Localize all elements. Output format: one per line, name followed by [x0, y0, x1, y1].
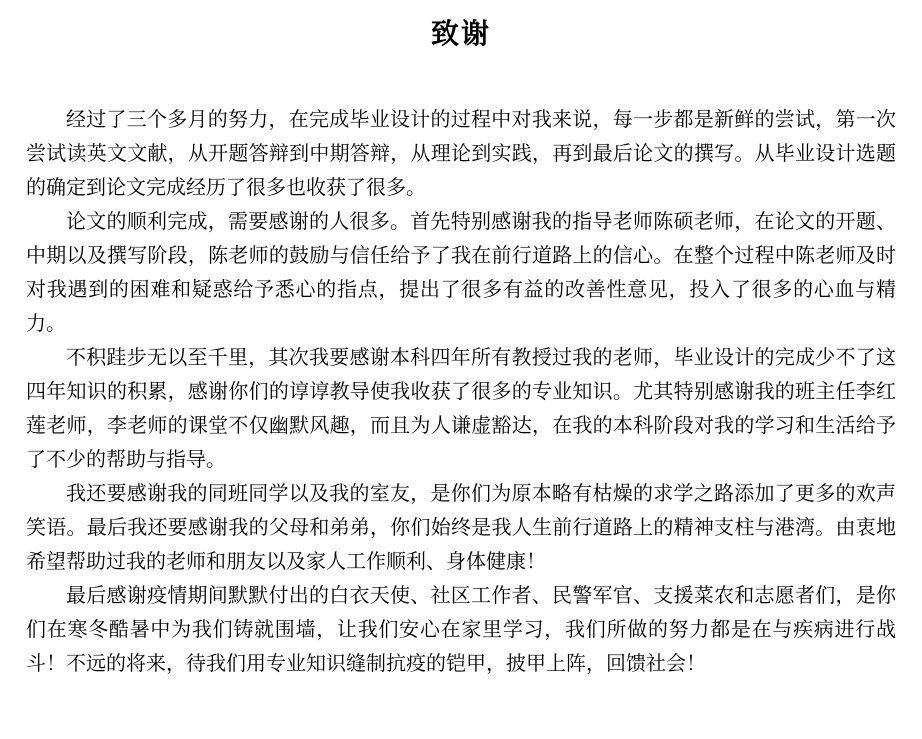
paragraph-2: 论文的顺利完成，需要感谢的人很多。首先特别感谢我的指导老师陈硕老师，在论文的开题、中期以及撰写阶段，陈老师的鼓励与信任给予了我在前行道路上的信心。在整个过程中陈老师及时对我遇到的困难和疑惑给予悉心的指点，提出了很多有益的改善性意见，投入了很多的心血与精力。 [26, 209, 896, 335]
paragraph-4: 我还要感谢我的同班同学以及我的室友，是你们为原本略有枯燥的求学之路添加了更多的欢声笑语。最后我还要感谢我的父母和弟弟，你们始终是我人生前行道路上的精神支柱与港湾。由衷地希望帮助过我的老师和朋友以及家人工作顺利、身体健康！ [26, 481, 896, 573]
paragraph-3: 不积跬步无以至千里，其次我要感谢本科四年所有教授过我的老师，毕业设计的完成少不了这四年知识的积累，感谢你们的谆谆教导使我收获了很多的专业知识。尤其特别感谢我的班主任李红莲老师，李老师的课堂不仅幽默风趣，而且为人谦虚豁达，在我的本科阶段对我的学习和生活给予了不少的帮助与指导。 [26, 345, 896, 471]
paragraph-1: 经过了三个多月的努力，在完成毕业设计的过程中对我来说，每一步都是新鲜的尝试，第一次尝试读英文文献，从开题答辩到中期答辩，从理论到实践，再到最后论文的撰写。从毕业设计选题的确定到论文完成经历了很多也收获了很多。 [26, 107, 896, 199]
paragraph-5: 最后感谢疫情期间默默付出的白衣天使、社区工作者、民警军官、支援菜农和志愿者们，是你们在寒冬酷暑中为我们铸就围墙，让我们安心在家里学习，我们所做的努力都是在与疾病进行战斗！不远的将来，待我们用专业知识缝制抗疫的铠甲，披甲上阵，回馈社会！ [26, 583, 896, 675]
page-title: 致谢 [430, 17, 491, 50]
